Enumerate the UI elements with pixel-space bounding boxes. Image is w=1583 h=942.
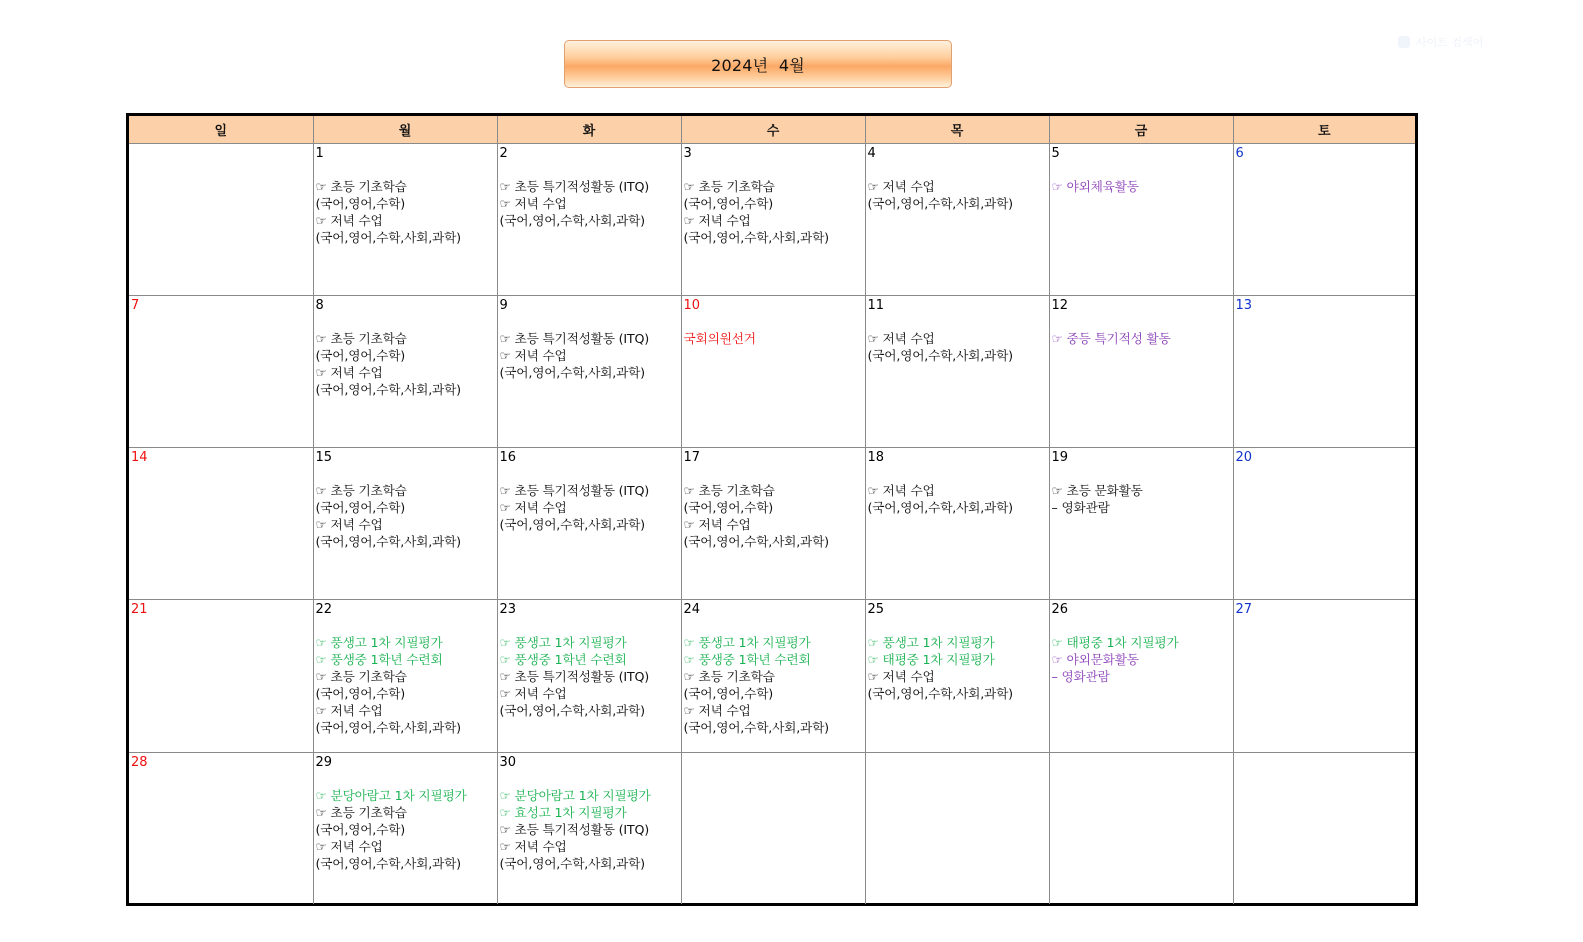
event-item: (국어,영어,수학) xyxy=(683,500,774,515)
day-cell-fri[interactable] xyxy=(1049,296,1233,448)
day-number: 24 xyxy=(683,602,701,617)
event-item: – 영화관람 xyxy=(1051,669,1110,684)
event-item: ☞ 저녁 수업 xyxy=(683,703,751,718)
day-cell-tue[interactable] xyxy=(497,600,681,753)
event-item: ☞ 저녁 수업 xyxy=(315,517,383,532)
event-item: ☞ 초등 기초학습 xyxy=(315,805,407,820)
day-number: 22 xyxy=(315,602,333,617)
day-cell-fri[interactable] xyxy=(1049,600,1233,753)
day-cell-wed[interactable] xyxy=(681,296,865,448)
day-cell-sun xyxy=(129,144,313,296)
event-item: ☞ 저녁 수업 xyxy=(315,839,383,854)
day-cell-thu xyxy=(865,753,1049,905)
day-cell-wed xyxy=(681,753,865,905)
day-cell-sun[interactable] xyxy=(129,296,313,448)
calendar xyxy=(126,113,1418,906)
day-number: 16 xyxy=(499,450,517,465)
day-cell-tue[interactable] xyxy=(497,296,681,448)
event-list xyxy=(1052,482,1233,516)
event-item: 국회의원선거 xyxy=(683,331,756,346)
event-item: (국어,영어,수학) xyxy=(683,196,774,211)
event-item: (국어,영어,수학,사회,과학) xyxy=(867,686,1013,701)
event-item: ☞ 저녁 수업 xyxy=(499,196,567,211)
day-number: 25 xyxy=(867,602,885,617)
day-number: 15 xyxy=(315,450,333,465)
event-item: ☞ 저녁 수업 xyxy=(499,839,567,854)
day-number xyxy=(684,755,865,771)
week-row xyxy=(129,448,1415,600)
day-cell-sat[interactable] xyxy=(1233,448,1415,600)
day-number: 3 xyxy=(683,146,692,161)
day-number: 21 xyxy=(131,602,148,617)
event-list xyxy=(316,787,497,872)
event-item: (국어,영어,수학) xyxy=(315,500,406,515)
day-number: 27 xyxy=(1235,602,1253,617)
event-list xyxy=(500,787,681,872)
search-widget[interactable] xyxy=(1398,32,1568,52)
weekday-header-thu: 목 xyxy=(865,116,1049,144)
day-number: 12 xyxy=(1051,298,1069,313)
day-number: 30 xyxy=(499,755,517,770)
day-cell-mon[interactable] xyxy=(313,448,497,600)
weekday-header-tue: 화 xyxy=(497,116,681,144)
day-number: 6 xyxy=(1235,146,1244,161)
day-cell-thu[interactable] xyxy=(865,144,1049,296)
event-item: ☞ 초등 기초학습 xyxy=(315,331,407,346)
event-list xyxy=(500,634,681,719)
event-item: (국어,영어,수학,사회,과학) xyxy=(499,703,645,718)
event-list xyxy=(684,330,865,347)
event-item: ☞ 야외체육활동 xyxy=(1051,179,1139,194)
event-item: (국어,영어,수학,사회,과학) xyxy=(315,382,461,397)
search-placeholder: 사이트 검색어 xyxy=(1416,36,1484,49)
event-item: ☞ 효성고 1차 지필평가 xyxy=(499,805,627,820)
event-item: ☞ 태평중 1차 지필평가 xyxy=(867,652,995,667)
event-item: (국어,영어,수학,사회,과학) xyxy=(867,348,1013,363)
event-item: ☞ 저녁 수업 xyxy=(683,517,751,532)
event-item: (국어,영어,수학) xyxy=(315,348,406,363)
event-list xyxy=(1052,330,1233,347)
event-item: ☞ 초등 기초학습 xyxy=(315,669,407,684)
event-item: ☞ 풍생중 1학년 수련회 xyxy=(315,652,443,667)
event-item: ☞ 저녁 수업 xyxy=(867,483,935,498)
week-row xyxy=(129,144,1415,296)
event-list xyxy=(500,178,681,229)
day-cell-sun[interactable] xyxy=(129,753,313,905)
day-cell-wed[interactable] xyxy=(681,144,865,296)
week-row xyxy=(129,296,1415,448)
event-item: ☞ 풍생고 1차 지필평가 xyxy=(499,635,627,650)
day-cell-thu[interactable] xyxy=(865,448,1049,600)
event-item: ☞ 풍생고 1차 지필평가 xyxy=(683,635,811,650)
day-number: 20 xyxy=(1235,450,1253,465)
day-number: 26 xyxy=(1051,602,1069,617)
event-item: ☞ 초등 특기적성활동 (ITQ) xyxy=(499,669,649,684)
event-item: ☞ 풍생고 1차 지필평가 xyxy=(315,635,443,650)
event-item: ☞ 저녁 수업 xyxy=(867,179,935,194)
event-item: ☞ 태평중 1차 지필평가 xyxy=(1051,635,1179,650)
day-number: 10 xyxy=(683,298,701,313)
event-item: (국어,영어,수학,사회,과학) xyxy=(683,720,829,735)
event-item: ☞ 분당아람고 1차 지필평가 xyxy=(499,788,651,803)
event-list xyxy=(868,178,1049,212)
event-item: (국어,영어,수학,사회,과학) xyxy=(315,534,461,549)
day-number: 5 xyxy=(1051,146,1060,161)
day-number xyxy=(868,755,1049,771)
day-cell-thu[interactable] xyxy=(865,600,1049,753)
day-cell-tue[interactable] xyxy=(497,753,681,905)
day-cell-fri[interactable] xyxy=(1049,448,1233,600)
day-number: 28 xyxy=(131,755,148,770)
event-item: ☞ 초등 문화활동 xyxy=(1051,483,1143,498)
month-title-banner xyxy=(564,40,952,88)
event-item: ☞ 초등 기초학습 xyxy=(683,483,775,498)
day-number: 4 xyxy=(867,146,876,161)
day-cell-tue[interactable] xyxy=(497,144,681,296)
day-number: 29 xyxy=(315,755,333,770)
event-list xyxy=(1052,178,1233,195)
day-number: 19 xyxy=(1051,450,1069,465)
day-cell-mon[interactable] xyxy=(313,753,497,905)
event-item: ☞ 초등 특기적성활동 (ITQ) xyxy=(499,822,649,837)
event-item: (국어,영어,수학,사회,과학) xyxy=(315,230,461,245)
event-item: (국어,영어,수학,사회,과학) xyxy=(867,500,1013,515)
event-list xyxy=(316,178,497,246)
day-cell-sun[interactable] xyxy=(129,600,313,753)
event-item: (국어,영어,수학,사회,과학) xyxy=(499,213,645,228)
event-item: ☞ 분당아람고 1차 지필평가 xyxy=(315,788,467,803)
week-row xyxy=(129,600,1415,753)
weekday-header-mon: 월 xyxy=(313,116,497,144)
month-title: 2024년 4월 xyxy=(711,55,805,75)
day-number: 2 xyxy=(499,146,508,161)
day-number xyxy=(131,146,313,162)
day-cell-thu[interactable] xyxy=(865,296,1049,448)
event-item: ☞ 초등 특기적성활동 (ITQ) xyxy=(499,483,649,498)
day-number: 17 xyxy=(683,450,701,465)
event-list xyxy=(868,330,1049,364)
event-list xyxy=(1052,634,1233,685)
day-number xyxy=(1052,755,1233,771)
day-cell-fri xyxy=(1049,753,1233,905)
weekday-header-row xyxy=(129,116,1415,144)
event-item: ☞ 풍생중 1학년 수련회 xyxy=(683,652,811,667)
event-list xyxy=(684,178,865,246)
day-cell-sat[interactable] xyxy=(1233,600,1415,753)
event-item: ☞ 저녁 수업 xyxy=(683,213,751,228)
day-cell-mon[interactable] xyxy=(313,144,497,296)
day-number: 14 xyxy=(131,450,148,465)
event-item: (국어,영어,수학,사회,과학) xyxy=(315,856,461,871)
event-item: (국어,영어,수학,사회,과학) xyxy=(867,196,1013,211)
day-number xyxy=(1236,755,1416,771)
event-list xyxy=(316,634,497,736)
event-item: ☞ 저녁 수업 xyxy=(499,686,567,701)
event-item: ☞ 풍생중 1학년 수련회 xyxy=(499,652,627,667)
event-item: (국어,영어,수학) xyxy=(315,686,406,701)
event-item: ☞ 초등 기초학습 xyxy=(683,179,775,194)
event-item: ☞ 중등 특기적성 활동 xyxy=(1051,331,1171,346)
day-cell-sat[interactable] xyxy=(1233,144,1415,296)
event-item: (국어,영어,수학) xyxy=(315,196,406,211)
event-list xyxy=(684,482,865,550)
event-item: ☞ 초등 기초학습 xyxy=(315,179,407,194)
day-number: 13 xyxy=(1235,298,1253,313)
week-row xyxy=(129,753,1415,905)
event-item: (국어,영어,수학) xyxy=(683,686,774,701)
event-list xyxy=(868,482,1049,516)
weekday-header-fri: 금 xyxy=(1049,116,1233,144)
day-cell-mon[interactable] xyxy=(313,296,497,448)
event-item: ☞ 초등 기초학습 xyxy=(315,483,407,498)
calendar-table xyxy=(129,116,1415,904)
event-list xyxy=(500,330,681,381)
event-item: (국어,영어,수학,사회,과학) xyxy=(499,856,645,871)
event-item: ☞ 저녁 수업 xyxy=(867,669,935,684)
day-cell-wed[interactable] xyxy=(681,600,865,753)
event-item: ☞ 저녁 수업 xyxy=(315,365,383,380)
day-cell-mon[interactable] xyxy=(313,600,497,753)
event-item: ☞ 초등 기초학습 xyxy=(683,669,775,684)
event-item: ☞ 저녁 수업 xyxy=(315,213,383,228)
event-list xyxy=(684,634,865,736)
event-item: ☞ 초등 특기적성활동 (ITQ) xyxy=(499,179,649,194)
day-cell-sat xyxy=(1233,753,1415,905)
search-icon xyxy=(1398,36,1410,48)
day-cell-fri[interactable] xyxy=(1049,144,1233,296)
day-number: 23 xyxy=(499,602,517,617)
event-list xyxy=(500,482,681,533)
event-item: – 영화관람 xyxy=(1051,500,1110,515)
event-item: (국어,영어,수학,사회,과학) xyxy=(499,517,645,532)
event-list xyxy=(316,482,497,550)
event-item: ☞ 풍생고 1차 지필평가 xyxy=(867,635,995,650)
day-cell-sat[interactable] xyxy=(1233,296,1415,448)
event-list xyxy=(316,330,497,398)
day-cell-wed[interactable] xyxy=(681,448,865,600)
event-item: ☞ 초등 특기적성활동 (ITQ) xyxy=(499,331,649,346)
event-item: (국어,영어,수학,사회,과학) xyxy=(683,230,829,245)
event-item: ☞ 저녁 수업 xyxy=(867,331,935,346)
day-cell-tue[interactable] xyxy=(497,448,681,600)
event-list xyxy=(868,634,1049,702)
day-number: 11 xyxy=(867,298,885,313)
weekday-header-wed: 수 xyxy=(681,116,865,144)
event-item: ☞ 저녁 수업 xyxy=(499,500,567,515)
event-item: ☞ 저녁 수업 xyxy=(499,348,567,363)
day-number: 1 xyxy=(315,146,324,161)
calendar-body xyxy=(129,144,1415,905)
event-item: (국어,영어,수학,사회,과학) xyxy=(683,534,829,549)
day-number: 7 xyxy=(131,298,140,313)
day-cell-sun[interactable] xyxy=(129,448,313,600)
day-number: 8 xyxy=(315,298,324,313)
event-item: ☞ 야외문화활동 xyxy=(1051,652,1139,667)
event-item: (국어,영어,수학) xyxy=(315,822,406,837)
event-item: ☞ 저녁 수업 xyxy=(315,703,383,718)
event-item: (국어,영어,수학,사회,과학) xyxy=(499,365,645,380)
day-number: 9 xyxy=(499,298,508,313)
event-item: (국어,영어,수학,사회,과학) xyxy=(315,720,461,735)
day-number: 18 xyxy=(867,450,885,465)
weekday-header-sat: 토 xyxy=(1233,116,1415,144)
weekday-header-sun: 일 xyxy=(129,116,313,144)
